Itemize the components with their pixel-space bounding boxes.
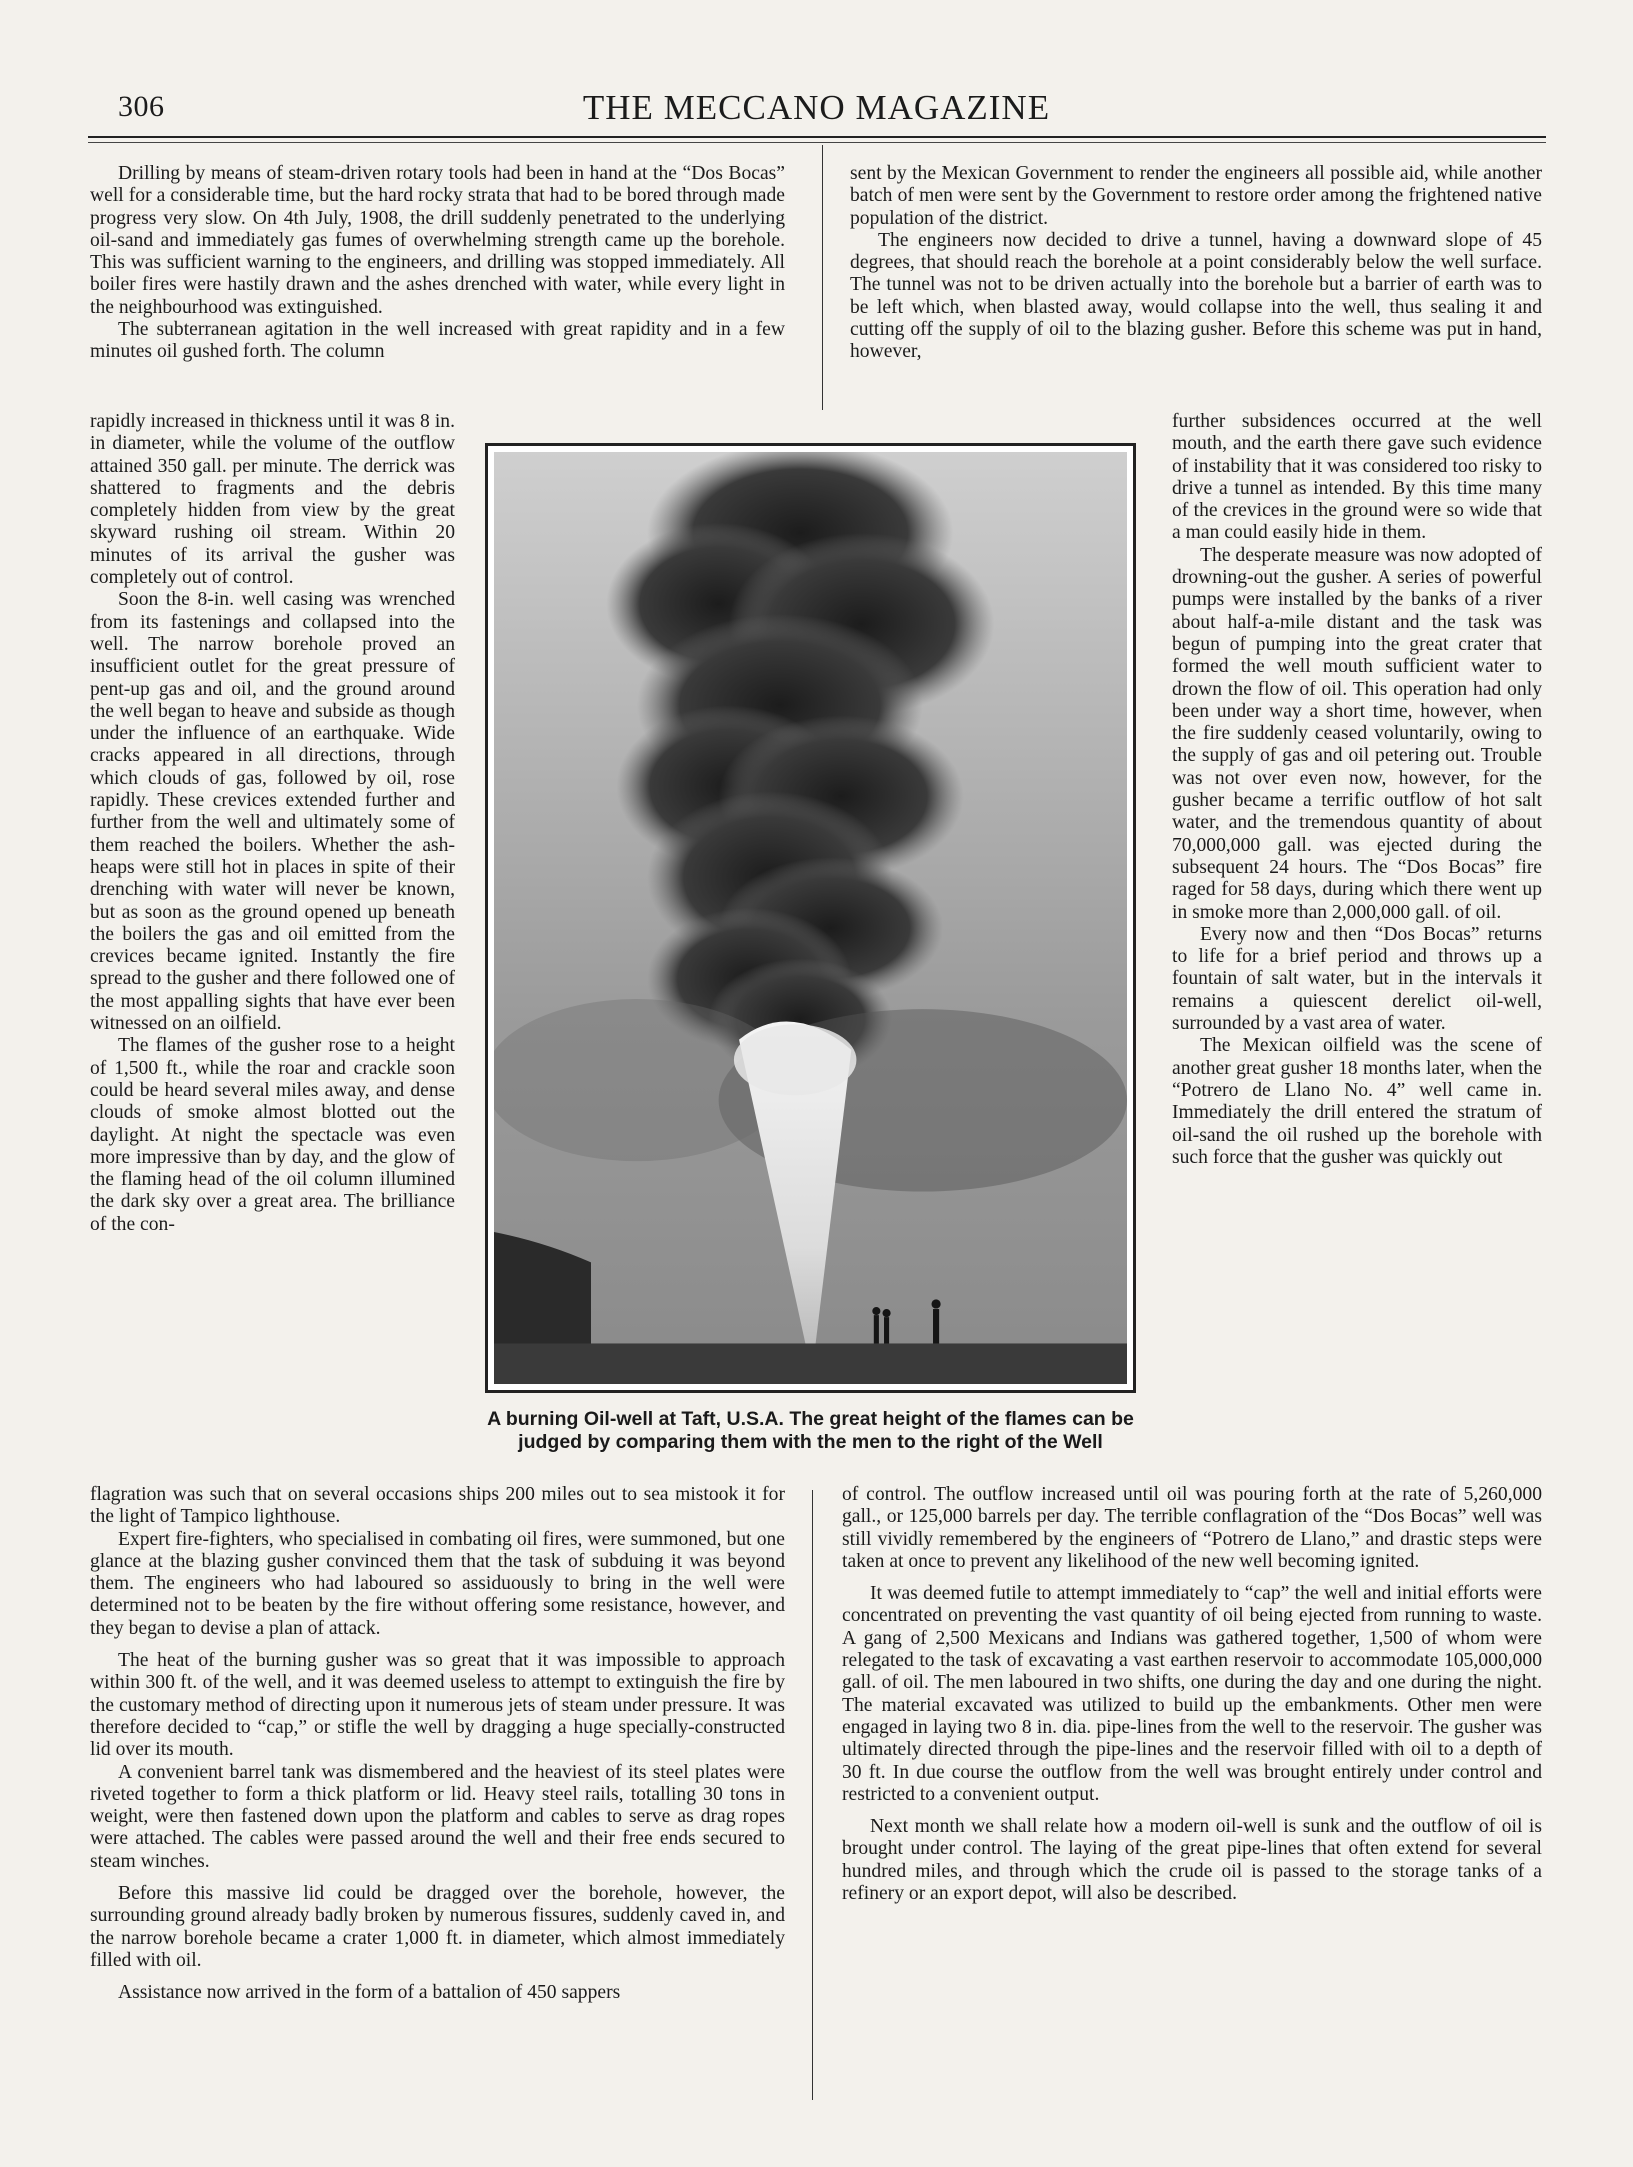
- oil-well-fire-illustration: [494, 452, 1127, 1384]
- paragraph: flagration was such that on several occasions ships 200 miles out to sea mistook it for the light of Tampico lighthouse.: [90, 1484, 785, 1528]
- left-column-top: [90, 163, 785, 418]
- paragraph: Drilling by means of steam-driven rotary tools had been in hand at the “Dos Bocas” well for a considerable time, but the hard rocky strata that had to be bored through made progress very slow. On 4th July, 1908, the drill suddenly penetrated to the underlying oil-sand and immediately gas fumes of overwhelming strength came up the borehole. This was sufficient warning to the engineers, and drilling was stopped immediately. All boiler fires were hastily drawn and the ashes drenched with water, while every light in the neighbourhood was extinguished.: [90, 163, 785, 318]
- paragraph: Assistance now arrived in the form of a battalion of 450 sappers: [118, 1982, 621, 2004]
- paragraph: The Mexican oilfield was the scene of another great gusher 18 months later, when the “Potrero de Llano No. 4” well came in. Immediately the drill entered the stratum of oil-sand the oil rushed up the borehole with such force that the gusher was quickly out: [1172, 1035, 1542, 1168]
- paragraph: sent by the Mexican Government to render the engineers all possible aid, while another batch of men were sent by the Government to restore order among the frightened native population of the district.: [850, 163, 1542, 229]
- paragraph: Before this massive lid could be dragged over the borehole, however, the surrounding ground already badly broken by numerous fissures, suddenly caved in, and the narrow borehole became a crater 1,000 ft. in diameter, which almost immediately filled with oil.: [90, 1883, 785, 1971]
- oil-well-fire-photo: [485, 443, 1136, 1393]
- header-rule-thin: [88, 142, 1546, 143]
- paragraph: The engineers now decided to drive a tunnel, having a downward slope of 45 degrees, that should reach the borehole at a point considerably below the well surface. The tunnel was not to be driven actually into the borehole but a barrier of earth was to be left which, when blasted away, would collapse into the well, thus sealing it and cutting off the supply of oil to the blazing gusher. Before this scheme was put in hand, however,: [850, 229, 1542, 363]
- column-divider-bottom: [812, 1490, 813, 2100]
- right-column-bottom: [842, 1484, 1542, 2084]
- paragraph: It was deemed futile to attempt immediately to “cap” the well and initial efforts were concentrated on preventing the vast quantity of oil being ejected from running to waste. A gang of 2,500 Mexicans and Indians was gathered together, 1,500 of whom were relegated to the task of excavating a vast earthen reservoir to accommodate 105,000,000 gall. of oil. The men laboured in two shifts, one during the day and one during the night. The material excavated was utilized to build up the embankments. Other men were engaged in laying two 8 in. dia. pipe-lines from the well to the reservoir. The gusher was ultimately directed through the pipe-lines and the reservoir filled with oil to a depth of 30 ft. In due course the outflow from the well was brought entirely under control and restricted to a convenient output.: [842, 1583, 1542, 1805]
- paragraph: The desperate measure was now adopted of drowning-out the gusher. A series of powerful pumps were installed by the banks of a river about half-a-mile distant and the task was begun of pumping into the great crater that formed the well mouth sufficient water to drown the flow of oil. This operation had only been under way a short time, however, when the fire suddenly ceased voluntarily, owing to the supply of gas and oil petering out. Trouble was not over even now, however, for the gusher became a terrific outflow of hot salt water, and the tremendous quantity of about 70,000,000 gall. was ejected during the subsequent 24 hours. The “Dos Bocas” fire raged for 58 days, during which there went up in smoke more than 2,000,000 gall. of oil.: [1172, 544, 1542, 923]
- figure-caption: A burning Oil-well at Taft, U.S.A. The great height of the flames can be judged by comparing them with the men to the right of the Well: [487, 1408, 1134, 1453]
- paragraph: further subsidences occurred at the well mouth, and the earth there gave such evidence of instability that it was considered too risky to drive a tunnel as intended. By this time many of the crevices in the ground were so wide that a man could easily hide in them.: [1172, 411, 1542, 544]
- paragraph: The subterranean agitation in the well increased with great rapidity and in a few minutes oil gushed forth. The column: [90, 319, 785, 363]
- right-column-narrow: [1172, 411, 1542, 1486]
- left-column-narrow: [90, 411, 455, 1481]
- paragraph: Every now and then “Dos Bocas” returns to life for a brief period and throws up a fountain of salt water, but in the intervals it remains a quiescent derelict oil-well, surrounded by a vast area of water.: [1172, 923, 1542, 1035]
- column-divider-top: [822, 145, 823, 410]
- paragraph: Expert fire-fighters, who specialised in combating oil fires, were summoned, but one glance at the blazing gusher convinced them that the task of subduing it was beyond them. The engineers who had laboured so assiduously to bring in the well were determined not to be beaten by the fire without offering some resistance, however, and they began to devise a plan of attack.: [90, 1528, 785, 1639]
- paragraph: The flames of the gusher rose to a height of 1,500 ft., while the roar and crackle soon could be heard several miles away, and dense clouds of smoke almost blotted out the daylight. At night the spectacle was even more impressive than by day, and the glow of the flaming head of the oil column illumined the dark sky over a great area. The brilliance of the con-: [90, 1035, 455, 1235]
- right-column-top: [850, 163, 1542, 413]
- paragraph: A convenient barrel tank was dismembered and the heaviest of its steel plates were riveted together to form a thick platform or lid. Heavy steel rails, totalling 30 tons in weight, were then fastened down upon the platform and cables to serve as drag ropes were attached. The cables were passed around the well and their free ends secured to steam winches.: [90, 1761, 785, 1872]
- left-column-bottom: [90, 1484, 785, 2084]
- paragraph: of control. The outflow increased until oil was pouring forth at the rate of 5,260,000 gall., or 125,000 barrels per day. The terrible conflagration of the “Dos Bocas” well was still vividly remembered by the engineers of “Potrero de Llano,” and drastic steps were taken at once to prevent any likelihood of the new well becoming ignited.: [842, 1484, 1542, 1572]
- paragraph: Soon the 8-in. well casing was wrenched from its fastenings and collapsed into the well. The narrow borehole proved an insufficient outlet for the great pressure of pent-up gas and oil, and the ground around the well began to heave and subside as though under the influence of an earthquake. Wide cracks appeared in all directions, through which clouds of gas, followed by oil, rose rapidly. These crevices extended further and further from the well and ultimately some of them reached the boilers. Whether the ash-heaps were still hot in places in spite of their drenching with water will never be known, but as soon as the ground opened up beneath the boilers the gas and oil emitted from the crevices became ignited. Instantly the fire spread to the gusher and there followed one of the most appalling sights that have ever been witnessed on an oilfield.: [90, 589, 455, 1035]
- paragraph: Next month we shall relate how a modern oil-well is sunk and the outflow of oil is brought under control. The laying of the great pipe-lines that often extend for several hundred miles, and through which the crude oil is passed to the storage tanks of a refinery or an export depot, will also be described.: [842, 1816, 1542, 1905]
- magazine-title: THE MECCANO MAGAZINE: [582, 88, 1051, 127]
- header-rule: [88, 136, 1546, 138]
- paragraph: The heat of the burning gusher was so great that it was impossible to approach within 300 ft. of the well, and it was deemed useless to attempt to extinguish the fire by the customary method of directing upon it numerous jets of steam under pressure. It was therefore decided to “cap,” or stifle the well by dragging a huge specially-constructed lid over its mouth.: [90, 1650, 785, 1761]
- page-number: 306: [118, 90, 165, 123]
- paragraph: rapidly increased in thickness until it was 8 in. in diameter, while the volume of the outflow attained 350 gall. per minute. The derrick was shattered to fragments and the debris completely hidden from view by the great skyward rushing oil stream. Within 20 minutes of its arrival the gusher was completely out of control.: [90, 411, 455, 589]
